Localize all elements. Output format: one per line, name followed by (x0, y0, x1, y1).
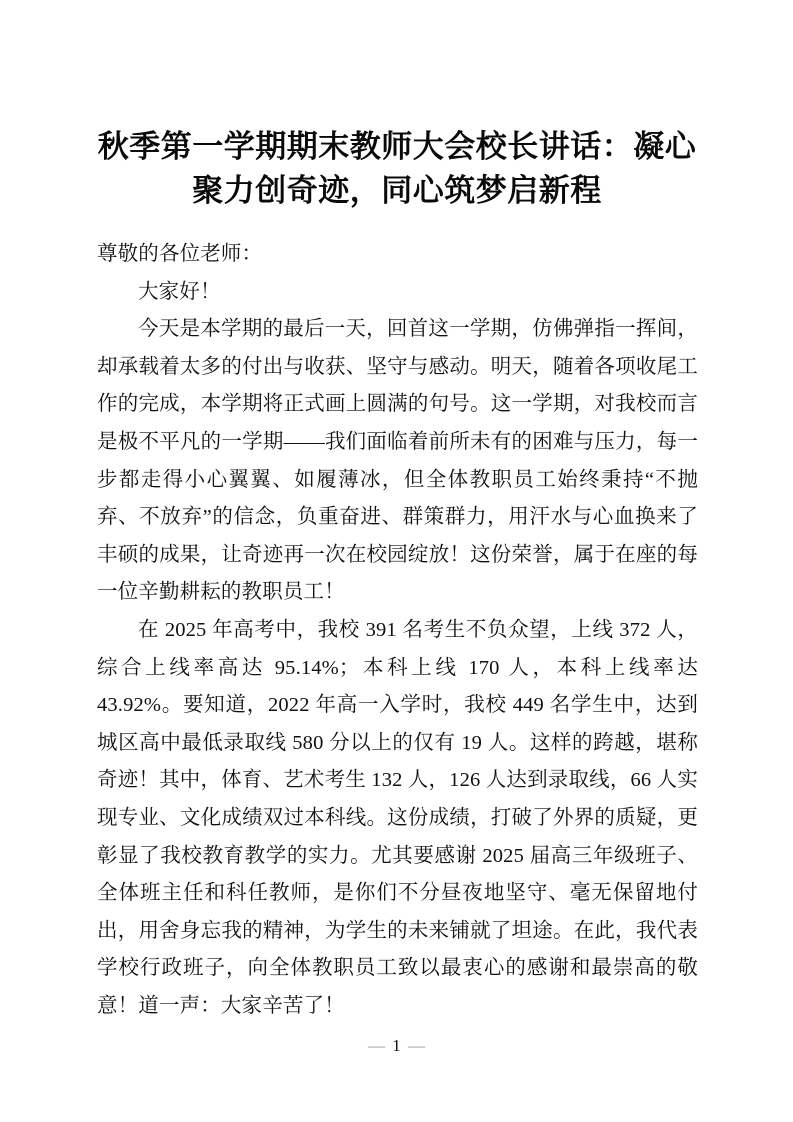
page-title: 秋季第一学期期末教师大会校长讲话：凝心聚力创奇迹，同心筑梦启新程 (97, 128, 697, 209)
page-number: 1 (392, 1036, 401, 1055)
paragraph-salutation: 尊敬的各位老师： (97, 243, 263, 265)
paragraph-greeting: 大家好！ (138, 280, 221, 303)
footer-right-dash: — (408, 1036, 425, 1055)
footer-left-dash: — (368, 1036, 385, 1055)
document-body (97, 236, 698, 1025)
paragraph-opening-remarks: 今天是本学期的最后一天，回首这一学期，仿佛弹指一挥间，却承载着太多的付出与收获、坚守与感动。明天，随着各项收尾工作的完成，本学期将正式画上圆满的句号。这一学期，对我校而言是极不平凡的一学期——我们面临着前所未有的困难与压力，每一步都走得小心翼翼、如履薄冰，但全体教职员工始终秉持“不抛弃、不放弃”的信念，负重奋进、群策群力，用汗水与心血换来了丰硕的成果，让奇迹再一次在校园绽放！这份荣誉，属于在座的每一位辛勤耕耘的教职员工！ (97, 318, 698, 604)
paragraph-gaokao-results: 在 2025 年高考中，我校 391 名考生不负众望，上线 372 人，综合上线率高达 95.14%；本科上线 170 人，本科上线率达 43.92%。要知道，2022 年高一入学时，我校 449 名学生中，达到城区高中最低录取线 580 分以上的仅有 19 人。这样的跨越，堪称奇迹！其中，体育、艺术考生 132 人，126 人达到录取线，66 人实现专业、文化成绩双过本科线。这份成绩，打破了外界的质疑，更彰显了我校教育教学的实力。尤其要感谢 2025 届高三年级班子、全体班主任和科任教师，是你们不分昼夜地坚守、毫无保留地付出，用舍身忘我的精神，为学生的未来铺就了坦途。在此，我代表学校行政班子，向全体教职员工致以最衷心的感谢和最崇高的敬意！道一声：大家辛苦了！ (97, 618, 698, 1017)
page-footer (0, 1036, 793, 1056)
